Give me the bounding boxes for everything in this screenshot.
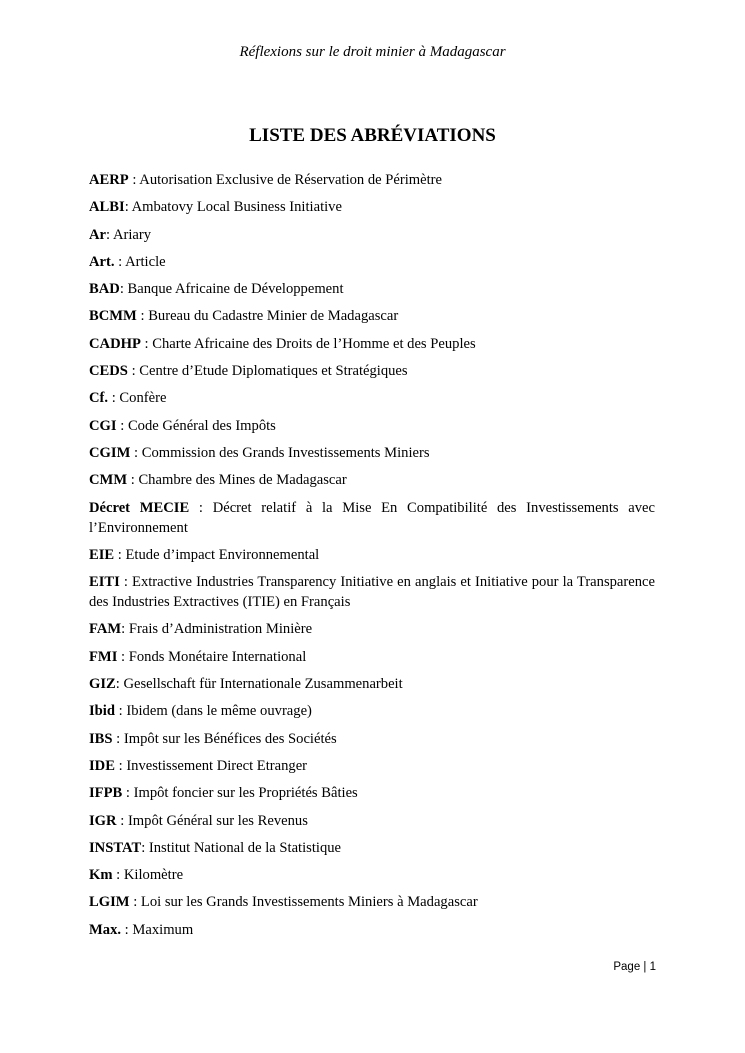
abbreviation-term: Ibid <box>89 703 115 720</box>
running-header: Réflexions sur le droit minier à Madagascar <box>239 44 506 60</box>
abbreviation-term: GIZ <box>89 676 116 693</box>
abbreviation-separator: : <box>108 390 120 407</box>
abbreviation-term: Km <box>89 867 113 884</box>
abbreviation-entry <box>89 279 655 299</box>
abbreviation-term: ALBI <box>89 199 125 216</box>
abbreviation-entry <box>89 225 655 245</box>
abbreviation-definition: Kilomètre <box>123 867 184 884</box>
abbreviation-definition: Investissement Direct Etranger <box>126 757 308 774</box>
abbreviation-entry <box>89 545 655 565</box>
abbreviation-entry <box>89 865 655 885</box>
page-number: Page | 1 <box>613 961 656 973</box>
abbreviation-definition: Chambre des Mines de Madagascar <box>138 472 347 489</box>
abbreviation-separator: : <box>141 839 149 856</box>
abbreviation-definition: Décret relatif à la Mise En Compatibilité des Investissements avec l’Environnement <box>89 499 656 536</box>
abbreviation-definition: Ambatovy Local Business Initiative <box>131 199 342 216</box>
abbreviation-entry <box>89 701 655 721</box>
abbreviation-separator: : <box>129 894 141 911</box>
abbreviation-definition: Ibidem (dans le même ouvrage) <box>126 703 312 720</box>
abbreviation-separator: : <box>127 363 140 380</box>
abbreviation-definition: Impôt foncier sur les Propriétés Bâties <box>133 785 358 802</box>
abbreviation-term: EIE <box>89 546 115 563</box>
abbreviation-term: CADHP <box>89 335 141 352</box>
abbreviation-definition: Article <box>125 253 166 270</box>
abbreviation-term: Ar <box>89 226 107 243</box>
abbreviation-definition: Frais d’Administration Minière <box>128 621 313 638</box>
abbreviation-term: INSTAT <box>89 839 142 856</box>
abbreviation-definition: Institut National de la Statistique <box>148 839 342 856</box>
abbreviation-term: BAD <box>89 281 120 298</box>
abbreviation-entry <box>89 170 655 190</box>
abbreviation-term: IBS <box>89 730 113 747</box>
abbreviation-definition: Loi sur les Grands Investissements Miniers à Madagascar <box>140 894 478 911</box>
abbreviation-entry <box>89 920 655 940</box>
abbreviation-entry <box>89 306 655 326</box>
abbreviation-definition: Centre d’Etude Diplomatiques et Stratégiques <box>139 363 408 380</box>
abbreviation-term: AERP <box>89 172 129 188</box>
page-title: LISTE DES ABRÉVIATIONS <box>249 125 496 146</box>
abbreviation-definition: Impôt Général sur les Revenus <box>127 812 308 829</box>
abbreviation-term: Décret MECIE <box>89 499 190 516</box>
abbreviation-separator: : <box>116 417 128 434</box>
abbreviation-entry <box>89 416 655 436</box>
abbreviation-separator: : <box>119 574 133 591</box>
abbreviation-entry <box>89 756 655 776</box>
abbreviation-term: IGR <box>89 812 117 829</box>
abbreviation-separator: : <box>114 703 127 720</box>
abbreviation-definition: Autorisation Exclusive de Réservation de Périmètre <box>139 172 443 188</box>
abbreviation-separator: : <box>136 308 149 325</box>
abbreviation-entry <box>89 443 655 463</box>
abbreviation-term: CGI <box>89 417 117 434</box>
abbreviation-entry <box>89 252 655 272</box>
abbreviation-separator: : <box>114 757 127 774</box>
abbreviation-separator: : <box>116 812 128 829</box>
abbreviation-term: Art. <box>89 253 115 270</box>
abbreviation-definition: Impôt sur les Bénéfices des Sociétés <box>123 730 337 747</box>
abbreviation-entry <box>89 647 655 667</box>
abbreviation-entry <box>89 674 655 694</box>
abbreviation-definition: Gesellschaft für Internationale Zusammenarbeit <box>123 676 403 693</box>
abbreviation-separator: : <box>112 867 124 884</box>
abbreviation-separator: : <box>114 546 126 563</box>
abbreviation-definition: Commission des Grands Investissements Miniers <box>141 444 430 461</box>
abbreviation-term: IDE <box>89 757 115 774</box>
abbreviation-separator: : <box>127 472 139 489</box>
abbreviation-entry <box>89 361 655 381</box>
abbreviation-definition: Fonds Monétaire International <box>128 648 307 665</box>
abbreviation-definition: Etude d’impact Environnemental <box>125 546 320 563</box>
abbreviation-entry <box>89 811 655 831</box>
abbreviation-entry <box>89 470 655 490</box>
abbreviation-entry <box>89 388 655 408</box>
abbreviation-entry <box>89 572 655 612</box>
abbreviation-entry <box>89 334 655 354</box>
abbreviation-term: EITI <box>89 574 120 591</box>
abbreviation-entry <box>89 838 655 858</box>
abbreviation-definition: Confère <box>119 390 167 407</box>
abbreviation-separator: : <box>119 281 128 298</box>
abbreviation-definition: Code Général des Impôts <box>127 417 276 434</box>
abbreviation-entry <box>89 197 655 217</box>
abbreviation-separator: : <box>115 676 124 693</box>
abbreviation-term: FAM <box>89 621 122 638</box>
abbreviation-term: Cf. <box>89 390 109 407</box>
abbreviation-term: CEDS <box>89 363 128 380</box>
abbreviation-term: CMM <box>89 472 128 489</box>
abbreviation-entry <box>89 892 655 912</box>
abbreviation-separator: : <box>140 335 153 352</box>
abbreviation-term: IFPB <box>89 785 123 802</box>
abbreviation-separator: : <box>122 785 134 802</box>
abbreviation-separator: : <box>124 199 132 216</box>
abbreviation-term: BCMM <box>89 308 137 325</box>
abbreviation-separator: : <box>121 921 133 938</box>
abbreviation-term: CGIM <box>89 444 131 461</box>
abbreviation-separator: : <box>128 172 140 188</box>
abbreviation-list <box>89 170 655 947</box>
abbreviation-entry <box>89 783 655 803</box>
abbreviation-term: Max. <box>89 921 122 938</box>
abbreviation-definition: Banque Africaine de Développement <box>127 281 344 298</box>
abbreviation-separator: : <box>112 730 124 747</box>
abbreviation-separator: : <box>106 226 113 243</box>
abbreviation-separator: : <box>189 499 213 516</box>
abbreviation-entry <box>89 729 655 749</box>
abbreviation-entry <box>89 619 655 639</box>
abbreviation-entry <box>89 498 655 538</box>
abbreviation-separator: : <box>117 648 129 665</box>
abbreviation-definition: Charte Africaine des Droits de l’Homme et des Peuples <box>152 335 476 352</box>
abbreviation-term: LGIM <box>89 894 130 911</box>
abbreviation-definition: Extractive Industries Transparency Initiative en anglais et Initiative pour la Transparence des Industries Extractives (ITIE) en Français <box>89 574 655 611</box>
abbreviation-definition: Bureau du Cadastre Minier de Madagascar <box>148 308 399 325</box>
abbreviation-separator: : <box>130 444 142 461</box>
abbreviation-separator: : <box>114 253 126 270</box>
abbreviation-separator: : <box>121 621 129 638</box>
abbreviation-definition: Maximum <box>132 921 194 938</box>
abbreviation-term: FMI <box>89 648 118 665</box>
abbreviation-definition: Ariary <box>112 226 152 243</box>
